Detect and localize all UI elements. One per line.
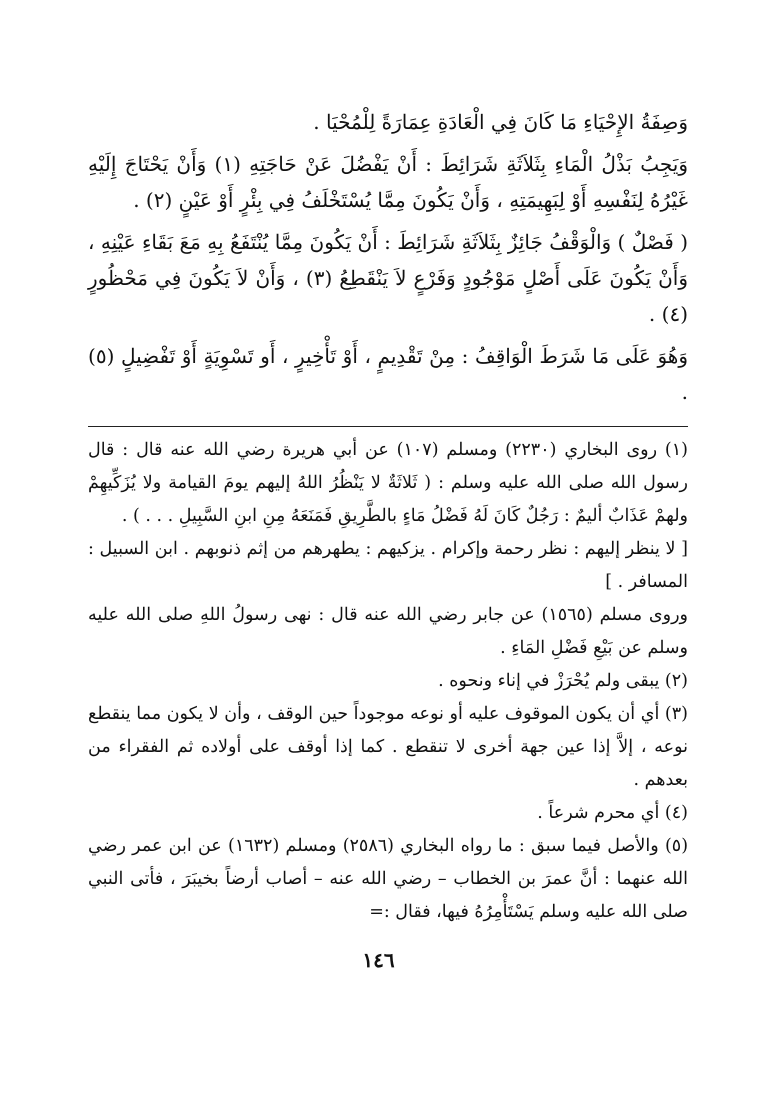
footnote-4: (٤) أي محرم شرعاً . [537, 803, 688, 823]
footnote-1-glossary: [ لا ينظر إليهم : نظر رحمة وإكرام . يزكيهم : يطهرهم من إثم ذنوبهم . ابن السبيل : المسافر . ] [88, 539, 688, 592]
paragraph-water: وَيَجِبُ بَذْلُ الْمَاءِ بِثَلاَثَةِ شَرَائِطَ : أَنْ يَفْضُلَ عَنْ حَاجَتِهِ (١) وَأَنْ يَحْتَاجَ إِلَيْهِ غَيْرُهُ لِنَفْسِهِ أَوْ لِبَهِيمَتِهِ ، وَأَنْ يَكُونَ مِمَّا يُسْتَخْلَفُ فِي بِئْرٍ أَوْ عَيْنٍ (٢) . [88, 152, 689, 212]
main-text [88, 104, 688, 416]
footnotes [88, 434, 688, 929]
paragraph-waqf: ( فَصْلٌ ) وَالْوَقْفُ جَائِزٌ بِثَلاَثَةِ شَرَائِطَ : أَنْ يَكُونَ مِمَّا يُنْتَفَعُ بِهِ مَعَ بَقَاءِ عَيْنِهِ ، وَأَنْ يَكُونَ عَلَى أَصْلٍ مَوْجُودٍ وَفَرْعٍ لاَ يَنْقَطِعُ (٣) ، وَأَنْ لاَ يَكُونَ فِي مَحْظُورٍ (٤) . [88, 230, 688, 326]
paragraph-waqif-conditions: وَهُوَ عَلَى مَا شَرَطَ الْوَاقِفُ : مِنْ تَقْدِيمٍ ، أَوْ تَأْخِيرٍ ، أَو تَسْوِيَةٍ أَوْ تَفْضِيلٍ (٥) . [88, 344, 688, 404]
footnote-5: (٥) والأصل فيما سبق : ما رواه البخاري (٢٥٨٦) ومسلم (١٦٣٢) عن ابن عمر رضي الله عنهما : أنَّ عمرَ بن الخطاب – رضي الله عنه – أصاب أرضاً بخيبَرَ ، فأتى النبي صلى الله عليه وسلم يَسْتَأْمِرُهُ فيها، فقال := [88, 836, 689, 922]
footnote-3: (٣) أي أن يكون الموقوف عليه أو نوعه موجوداً حين الوقف ، وأن لا يكون مما ينقطع نوعه ، إلاَّ إذا عين جهة أخرى لا تنقطع . كما إذا أوقف على أولاده ثم الفقراء من بعدهم . [88, 704, 688, 790]
footnote-1: (١) روى البخاري (٢٢٣٠) ومسلم (١٠٧) عن أبي هريرة رضي الله عنه قال : قال رسول الله صلى الله عليه وسلم : ( ثَلاثَةٌ لا يَنْظُرُ اللهُ إليهم يومَ القيامة ولا يُزَكِّيهِمْ ولهمْ عَذَابٌ أليمٌ : رَجُلٌ كَانَ لَهُ فَضْلُ مَاءٍ بالطَّرِيقِ فَمَنَعَهُ مِنِ ابنِ السَّبِيلِ . . . ) . [88, 440, 688, 526]
footnote-1-muslim: وروى مسلم (١٥٦٥) عن جابر رضي الله عنه قال : نهى رسولُ اللهِ صلى الله عليه وسلم عن بَيْعِ فَضْلِ المَاءِ . [88, 605, 688, 658]
footnote-2: (٢) يبقى ولم يُحْرَزْ في إناء ونحوه . [438, 671, 688, 691]
paragraph-ihya: وَصِفَةُ الإِحْيَاءِ مَا كَانَ فِي الْعَادَةِ عِمَارَةً لِلْمُحْيَا . [313, 110, 688, 134]
footnote-divider [88, 426, 688, 427]
page-number: ١٤٦ [362, 948, 395, 972]
